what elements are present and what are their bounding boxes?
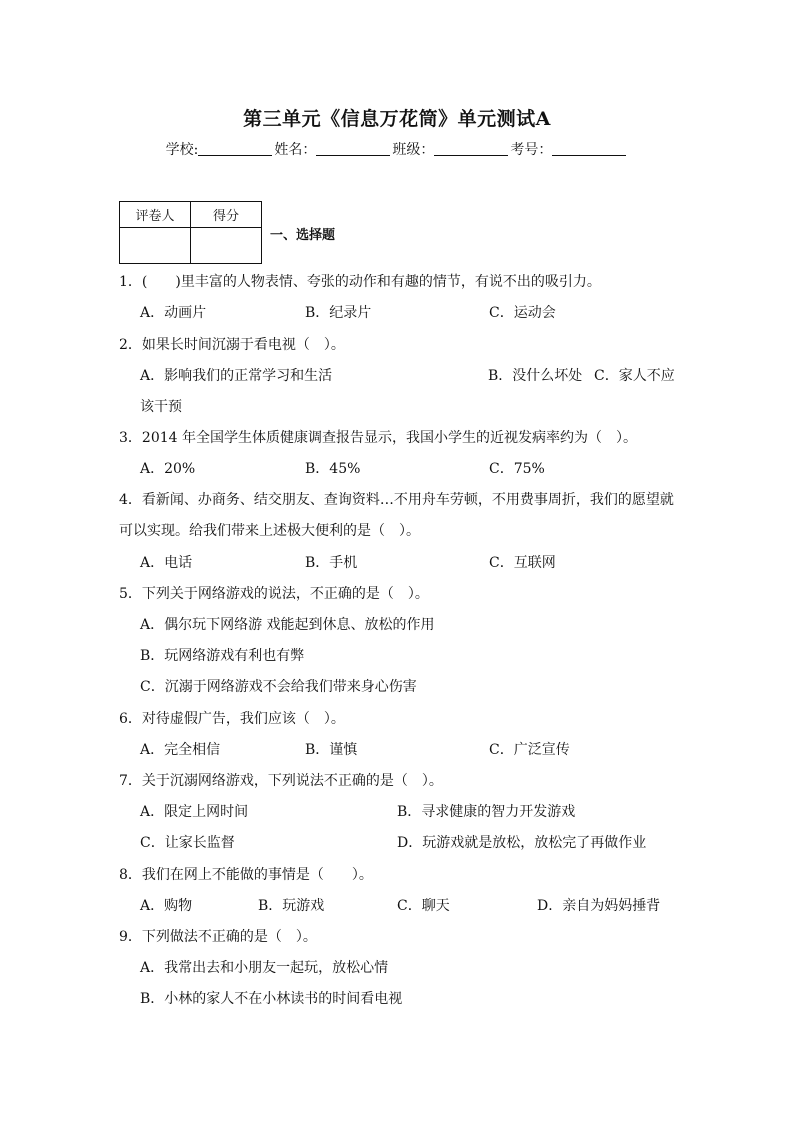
question-5: 5．下列关于网络游戏的说法，不正确的是（ ）。 xyxy=(119,586,429,602)
student-info-line xyxy=(0,139,794,159)
question-7: 7．关于沉溺网络游戏，下列说法不正确的是（ ）。 xyxy=(119,773,443,789)
q2-option-c[interactable]: C．家人不应 xyxy=(594,368,675,384)
exam-no-label: 考号： xyxy=(510,142,553,158)
q2-option-b[interactable]: B．没什么坏处 xyxy=(488,368,583,384)
q9-option-a[interactable]: A．我常出去和小朋友一起玩，放松心情 xyxy=(140,960,389,976)
q8-option-d[interactable]: D．亲自为妈妈捶背 xyxy=(537,898,661,914)
section-heading: 一、选择题 xyxy=(270,228,336,243)
q5-option-b[interactable]: B．玩网络游戏有利也有弊 xyxy=(140,648,305,664)
question-9: 9．下列做法不正确的是（ ）。 xyxy=(119,929,317,945)
q3-option-a[interactable]: A．20% xyxy=(140,461,196,477)
q6-option-b[interactable]: B．谨慎 xyxy=(305,742,358,758)
q7-option-a[interactable]: A．限定上网时间 xyxy=(140,804,249,820)
score-table xyxy=(119,201,262,264)
name-blank[interactable] xyxy=(316,141,390,156)
school-blank[interactable] xyxy=(198,141,272,156)
school-label: 学校: xyxy=(165,142,199,158)
q4-option-b[interactable]: B．手机 xyxy=(305,555,358,571)
question-4: 4．看新闻、办商务、结交朋友、查询资料…不用舟车劳顿，不用费事周折，我们的愿望就 xyxy=(119,492,674,508)
grader-cell[interactable] xyxy=(120,228,191,264)
class-label: 班级： xyxy=(392,142,435,158)
q2-option-a[interactable]: A．影响我们的正常学习和生活 xyxy=(140,368,333,384)
q5-option-c[interactable]: C．沉溺于网络游戏不会给我们带来身心伤害 xyxy=(140,679,417,695)
q2-option-c-wrap: 该干预 xyxy=(140,399,182,415)
question-4-cont: 可以实现。给我们带来上述极大便利的是（ ）。 xyxy=(119,523,420,539)
q7-option-b[interactable]: B．寻求健康的智力开发游戏 xyxy=(397,804,576,820)
exam-no-blank[interactable] xyxy=(552,141,626,156)
grader-header: 评卷人 xyxy=(120,202,191,228)
q7-option-d[interactable]: D．玩游戏就是放松，放松完了再做作业 xyxy=(397,835,647,851)
question-3: 3．2014 年全国学生体质健康调查报告显示，我国小学生的近视发病率约为（ ）。 xyxy=(119,430,637,446)
q4-option-a[interactable]: A．电话 xyxy=(140,555,193,571)
score-header: 得分 xyxy=(191,202,262,228)
q8-option-b[interactable]: B．玩游戏 xyxy=(258,898,325,914)
q1-option-a[interactable]: A．动画片 xyxy=(140,305,207,321)
class-blank[interactable] xyxy=(434,141,508,156)
q8-option-c[interactable]: C．聊天 xyxy=(397,898,450,914)
q4-option-c[interactable]: C．互联网 xyxy=(489,555,556,571)
q8-option-a[interactable]: A．购物 xyxy=(140,898,193,914)
q1-option-c[interactable]: C．运动会 xyxy=(489,305,556,321)
name-label: 姓名： xyxy=(274,142,317,158)
q6-option-a[interactable]: A．完全相信 xyxy=(140,742,221,758)
q6-option-c[interactable]: C．广泛宣传 xyxy=(489,742,570,758)
page-title: 第三单元《信息万花筒》单元测试A xyxy=(243,108,551,130)
question-2: 2．如果长时间沉溺于看电视（ ）。 xyxy=(119,337,345,353)
question-1: 1．( )里丰富的人物表情、夸张的动作和有趣的情节，有说不出的吸引力。 xyxy=(119,274,601,290)
q3-option-b[interactable]: B．45% xyxy=(305,461,361,477)
question-8: 8．我们在网上不能做的事情是（ ）。 xyxy=(119,867,373,883)
q1-option-b[interactable]: B．纪录片 xyxy=(305,305,372,321)
score-cell[interactable] xyxy=(191,228,262,264)
question-6: 6．对待虚假广告，我们应该（ ）。 xyxy=(119,711,345,727)
q7-option-c[interactable]: C．让家长监督 xyxy=(140,835,235,851)
q5-option-a[interactable]: A．偶尔玩下网络游 戏能起到休息、放松的作用 xyxy=(140,617,435,633)
q9-option-b[interactable]: B．小林的家人不在小林读书的时间看电视 xyxy=(140,991,403,1007)
q3-option-c[interactable]: C．75% xyxy=(489,461,545,477)
